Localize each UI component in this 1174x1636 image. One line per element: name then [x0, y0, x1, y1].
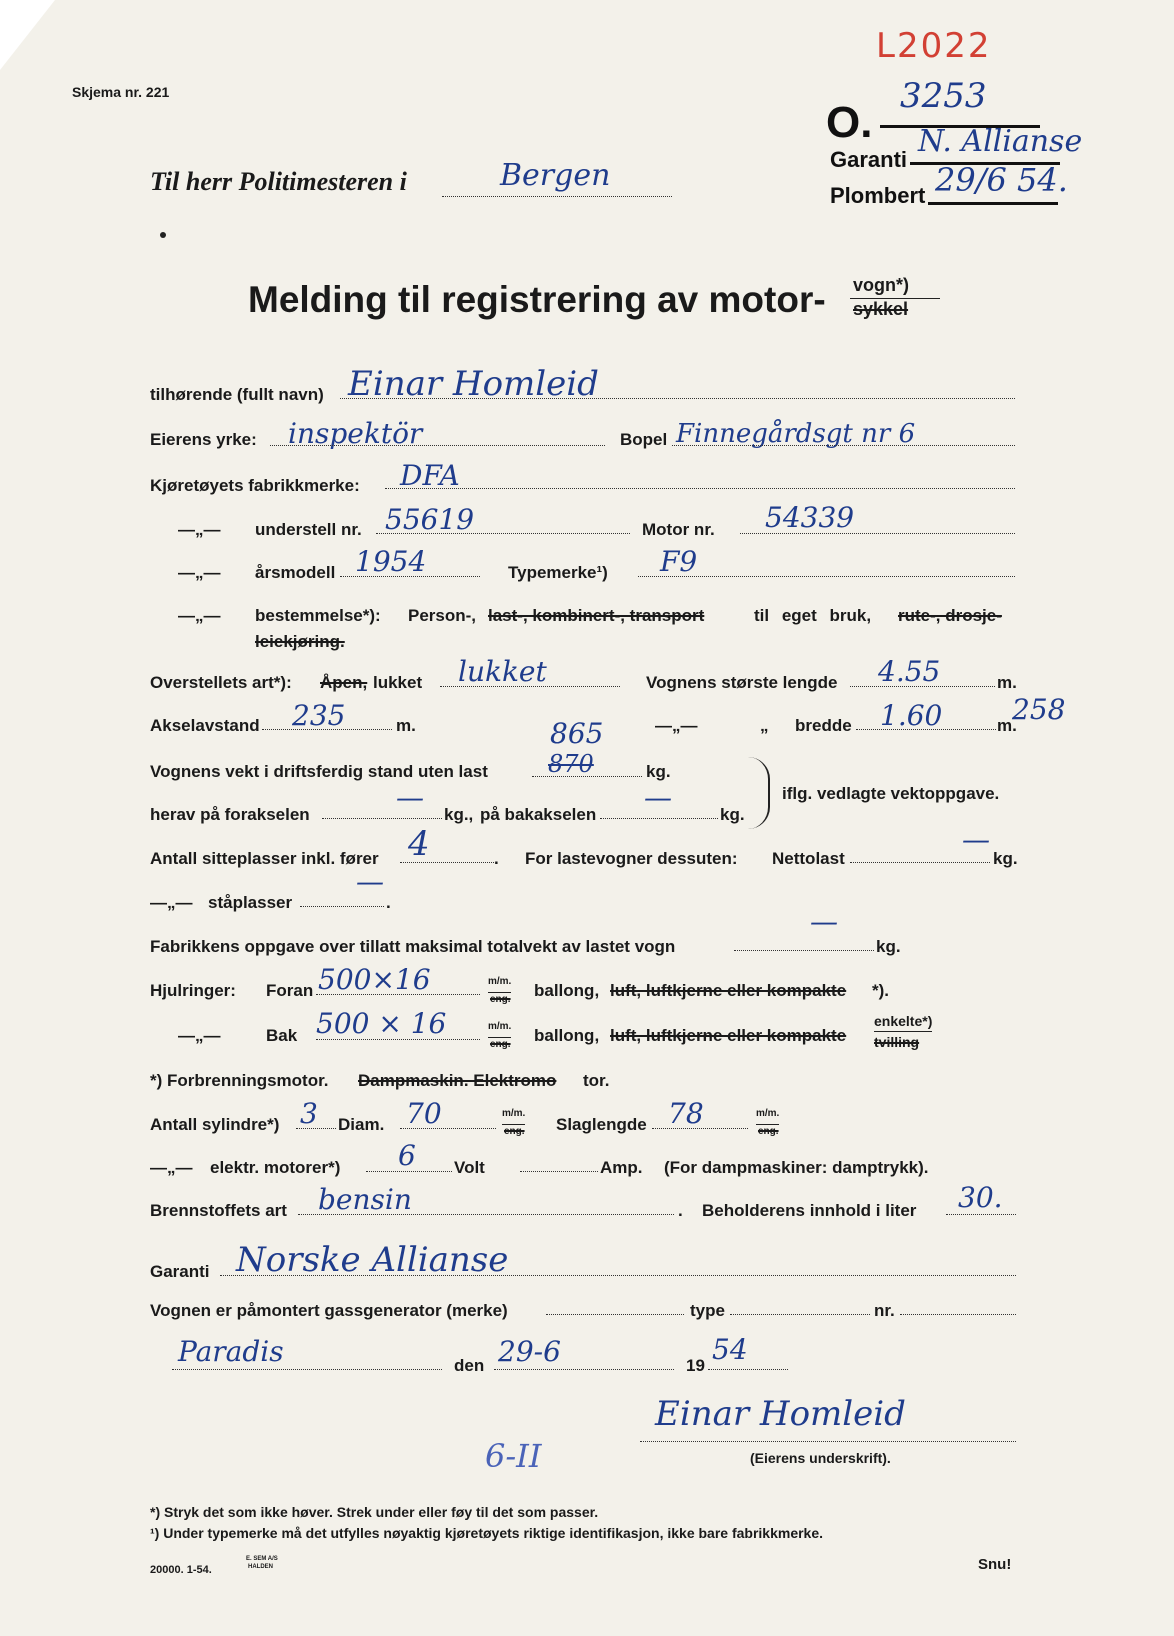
length-value: 4.55 [878, 655, 941, 688]
tires-rear-twin: tvilling [874, 1034, 920, 1050]
make-label: Kjøretøyets fabrikkmerke: [150, 476, 360, 495]
print-run: 20000. 1-54. [150, 1564, 212, 1576]
garanti-value: N. Allianse [918, 124, 1083, 159]
cylinders-label: Antall sylindre*) [150, 1115, 280, 1134]
length-label: Vognens største lengde [646, 673, 838, 692]
title-option-divider [850, 298, 940, 299]
owner-line [340, 398, 1015, 399]
fuel-line [298, 1214, 674, 1215]
garanti-label: Garanti [830, 147, 908, 172]
length-line [850, 686, 995, 687]
year-value: 1954 [355, 545, 427, 578]
amp-label: Amp. [600, 1158, 643, 1177]
date-year-suffix: 54 [712, 1333, 748, 1366]
gas-generator-line [546, 1314, 684, 1315]
signature-label: (Eierens underskrift). [750, 1450, 891, 1466]
chassis-ditto: —„— [178, 520, 221, 539]
make-line [385, 488, 1015, 489]
occupation-line [270, 445, 605, 446]
purpose-ditto: —„— [178, 606, 221, 625]
standing-suffix: . [386, 893, 391, 912]
date-year-line [708, 1369, 788, 1370]
diam-line [400, 1128, 496, 1129]
net-load-line [850, 862, 990, 863]
tires-rear-line [316, 1039, 480, 1040]
body-kept: lukket [373, 673, 423, 692]
turn-over: Snu! [978, 1556, 1012, 1573]
form-number: Skjema nr. 221 [72, 84, 170, 100]
purpose-struck-2: rute-, drosje- [898, 606, 1002, 625]
o-number: 3253 [900, 76, 987, 116]
stroke-line [652, 1128, 748, 1129]
gas-nr-label: nr. [874, 1301, 895, 1320]
tires-rear-unit-top: m/m. [488, 1017, 511, 1038]
owner-value: Einar Homleid [348, 364, 599, 404]
electric-value: 6 [398, 1139, 416, 1172]
gas-type-label: type [690, 1301, 725, 1320]
printer-city: HALDEN [248, 1564, 273, 1570]
diam-unit-bottom: eng. [504, 1126, 525, 1137]
tires-rear-single: enkelte*) [874, 1011, 932, 1032]
addressee-line [442, 196, 672, 197]
engine-tor: tor. [583, 1071, 610, 1090]
diam-unit-top: m/m. [502, 1104, 525, 1125]
plombert-label: Plombert [830, 183, 926, 208]
weight-bracket [748, 757, 770, 829]
chassis-line [376, 533, 630, 534]
gas-type-line [730, 1314, 870, 1315]
purpose-struck-3: leiekjøring. [255, 632, 345, 651]
standing-ditto: —„— [150, 893, 193, 912]
tank-value: 30. [958, 1181, 1003, 1214]
wheelbase-unit: m. [396, 716, 416, 735]
tires-label: Hjulringer: [150, 981, 236, 1000]
engine-struck: Dampmaskin. Elektromo [358, 1071, 557, 1090]
net-load-value: — [962, 823, 990, 856]
weight-value: 865 [550, 717, 604, 750]
body-value: lukket [458, 655, 547, 688]
length-unit: m. [997, 673, 1017, 692]
engine-combustion: *) Forbrenningsmotor. [150, 1071, 329, 1090]
tires-front-end: *). [872, 981, 889, 1000]
width-label: bredde [795, 716, 852, 735]
tires-rear-struck: luft, luftkjerne eller kompakte [610, 1026, 847, 1045]
chassis-value: 55619 [385, 503, 475, 536]
residence-value: Finnegårdsgt nr 6 [676, 419, 916, 449]
plombert-line [928, 202, 1058, 205]
seats-value: 4 [408, 824, 430, 864]
width-line [856, 729, 996, 730]
standing-line [300, 906, 384, 907]
date-den-label: den [454, 1356, 485, 1375]
date-line [494, 1369, 674, 1370]
owner-label: tilhørende (fullt navn) [150, 385, 324, 404]
stroke-label: Slaglengde [556, 1115, 647, 1134]
year-ditto: —„— [178, 563, 221, 582]
stroke-unit-bottom: eng. [758, 1126, 779, 1137]
footnote-2: ¹) Under typemerke må det utfylles nøyaktig kjøretøyets riktige identifikasjon, ikke bare fabrikkmerke. [150, 1525, 824, 1541]
max-weight-label: Fabrikkens oppgave over tillatt maksimal totalvekt av lastet vogn [150, 937, 676, 956]
weight-value-struck: 870 [548, 750, 594, 778]
max-weight-value: — [810, 905, 838, 938]
stroke-value: 78 [668, 1097, 704, 1130]
front-axle-line [322, 818, 442, 819]
width-extra: 258 [1012, 693, 1066, 726]
fuel-value: bensin [318, 1183, 412, 1216]
tires-front-line [316, 994, 480, 995]
addressee-label: Til herr Politimesteren i [150, 167, 407, 196]
net-load-label: For lastevogner dessuten: [525, 849, 738, 868]
year-label: årsmodell [255, 563, 336, 582]
occupation-value: inspektör [288, 417, 423, 450]
punch-dot [160, 232, 166, 238]
chassis-label: understell nr. [255, 520, 362, 539]
form-title: Melding til registrering av motor- [248, 279, 826, 320]
amp-line [520, 1171, 598, 1172]
rear-axle-label: på bakakselen [480, 805, 597, 824]
wheelbase-line [262, 729, 392, 730]
front-axle-label: herav på forakselen [150, 805, 310, 824]
motor-value: 54339 [765, 501, 855, 534]
make-value: DFA [400, 459, 460, 492]
weight-line [532, 776, 642, 777]
seats-label: Antall sitteplasser inkl. fører [150, 849, 379, 868]
gas-generator-label: Vognen er påmontert gassgenerator (merke) [150, 1301, 508, 1320]
max-weight-line [734, 950, 874, 951]
motor-label: Motor nr. [642, 520, 715, 539]
purpose-label: bestemmelse*): [255, 606, 381, 625]
plombert-value: 29/6 54. [935, 161, 1068, 199]
rear-axle-value: — [644, 781, 672, 814]
year-line [340, 576, 480, 577]
date-year-prefix: 19 [686, 1356, 705, 1375]
date-place: Paradis [178, 1335, 284, 1368]
residence-label: Bopel [620, 430, 668, 449]
occupation-label: Eierens yrke: [150, 430, 257, 449]
type-value: F9 [660, 545, 698, 578]
rear-axle-unit: kg. [720, 805, 745, 824]
seats-suffix: . [494, 849, 499, 868]
fuel-dot: . [678, 1201, 683, 1220]
tires-front-unit-top: m/m. [488, 972, 511, 993]
folded-corner [0, 0, 55, 70]
title-option-vogn: vogn*) [853, 275, 909, 295]
tires-front-struck: luft, luftkjerne eller kompakte [610, 981, 847, 1000]
residence-line [672, 445, 1015, 446]
owner-signature: Einar Homleid [655, 1394, 906, 1434]
max-weight-unit: kg. [876, 937, 901, 956]
purpose-own-use: til eget bruk, [754, 606, 872, 625]
tires-rear-unit-bottom: eng. [490, 1039, 511, 1050]
tires-front-unit-bottom: eng. [490, 994, 511, 1005]
signature-line [640, 1441, 1016, 1442]
gas-nr-line [900, 1314, 1016, 1315]
width-unit: m. [997, 716, 1017, 735]
weight-note: iflg. vedlagte vektoppgave. [782, 784, 1000, 803]
o-label: O. [826, 98, 873, 147]
purpose-person: Person-, [408, 606, 477, 625]
tires-front-label: Foran [266, 981, 314, 1000]
diam-label: Diam. [338, 1115, 385, 1134]
printer-name: E. SEM A/S [246, 1556, 278, 1562]
fuel-label: Brennstoffets art [150, 1201, 287, 1220]
tank-line [946, 1214, 1016, 1215]
tires-rear-label: Bak [266, 1026, 298, 1045]
width-ditto-mark: „ [760, 716, 769, 735]
tank-label: Beholderens innhold i liter [702, 1201, 917, 1220]
tires-rear-value: 500 × 16 [316, 1007, 447, 1040]
footnote-1: *) Stryk det som ikke høver. Strek under eller føy til det som passer. [150, 1504, 599, 1520]
addressee-value: Bergen [500, 158, 611, 193]
seats-line [400, 862, 494, 863]
electric-label: elektr. motorer*) [210, 1158, 341, 1177]
extra-note: 6-II [485, 1437, 542, 1475]
width-ditto: —„— [655, 716, 698, 735]
net-load-unit: kg. [993, 849, 1018, 868]
front-axle-unit: kg., [444, 805, 474, 824]
tires-rear-ditto: —„— [178, 1026, 221, 1045]
tires-front-balloon: ballong, [534, 981, 600, 1000]
volt-label: Volt [454, 1158, 485, 1177]
motor-line [740, 533, 1015, 534]
wheelbase-value: 235 [292, 699, 346, 732]
electric-ditto: —„— [150, 1158, 193, 1177]
title-option-sykkel: sykkel [853, 299, 909, 319]
wheelbase-label: Akselavstand [150, 716, 260, 735]
stroke-unit-top: m/m. [756, 1104, 779, 1125]
purpose-struck-1: last-, kombinert-, transport [488, 606, 705, 625]
archive-code: L2022 [876, 26, 992, 66]
electric-line [366, 1171, 452, 1172]
tires-front-value: 500×16 [318, 963, 431, 996]
weight-unit: kg. [646, 762, 671, 781]
net-load-sub-label: Nettolast [772, 849, 845, 868]
body-line [440, 686, 620, 687]
date-place-line [172, 1369, 442, 1370]
diam-value: 70 [406, 1097, 442, 1130]
front-axle-value: — [396, 781, 424, 814]
cylinders-value: 3 [300, 1097, 318, 1130]
steam-note: (For dampmaskiner: damptrykk). [664, 1158, 929, 1177]
type-line [638, 576, 1015, 577]
type-label: Typemerke¹) [508, 563, 608, 582]
tires-rear-balloon: ballong, [534, 1026, 600, 1045]
standing-label: ståplasser [208, 893, 293, 912]
guarantee-label: Garanti [150, 1262, 210, 1281]
guarantee-line [220, 1275, 1016, 1276]
body-struck: Åpen, [320, 673, 368, 692]
date-value: 29-6 [498, 1335, 561, 1368]
standing-value: — [356, 865, 384, 898]
cylinders-line [296, 1128, 336, 1129]
body-label: Overstellets art*): [150, 673, 292, 692]
width-value: 1.60 [880, 699, 943, 732]
weight-label: Vognens vekt i driftsferdig stand uten last [150, 762, 488, 781]
rear-axle-line [600, 818, 718, 819]
guarantee-value: Norske Allianse [236, 1240, 509, 1280]
